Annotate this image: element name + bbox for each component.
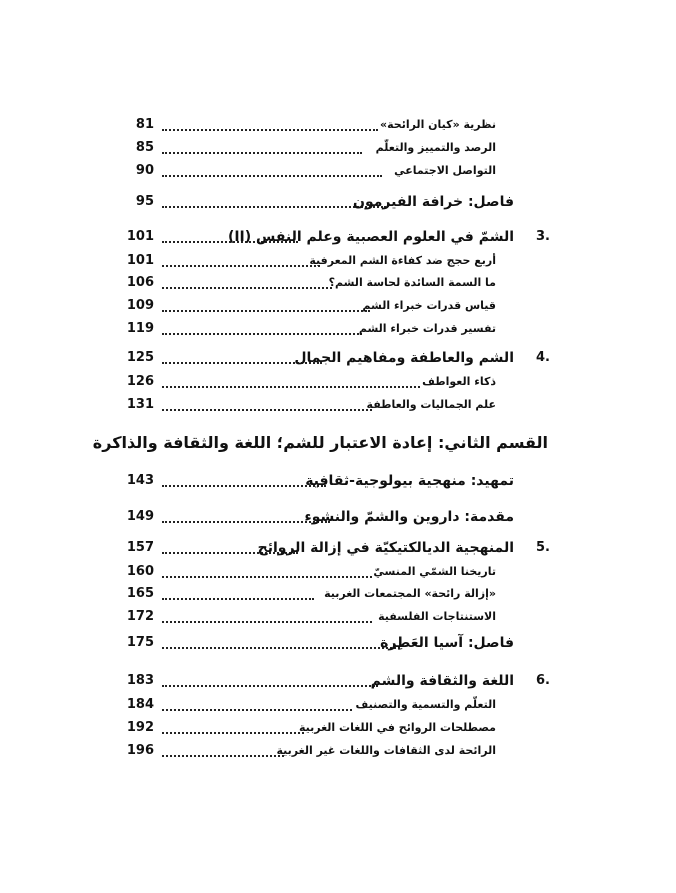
toc-chapter-number: 6. [536,673,550,688]
toc-entry-title: اللغة والثقافة والشم [370,673,514,689]
toc-page-number: 143 [126,473,154,488]
toc-leader-dots [162,175,382,177]
toc-entry-title: قياس قدرات خبراء الشم [362,299,496,312]
toc-leader-dots [162,621,372,623]
toc-entry-title: المنهجية الديالكتيكيّة في إزالة الروائح [257,540,514,556]
toc-row [0,670,676,692]
toc-row [0,606,676,628]
toc-page-number: 192 [126,720,154,735]
toc-leader-dots [162,409,372,411]
toc-leader-dots [162,485,326,487]
toc-chapter-number: 3. [536,229,550,244]
toc-row [0,506,676,528]
toc-entry-title: الاستنتاجات الفلسفية [378,610,496,623]
toc-entry-title: التعلّم والتسمية والتصنيف [355,698,496,711]
toc-row [0,632,676,654]
toc-row [0,160,676,182]
toc-page-number: 95 [135,194,154,209]
toc-page-number: 109 [126,298,154,313]
toc-leader-dots [162,310,370,312]
toc-page-number: 175 [126,635,154,650]
toc-page-number: 101 [126,253,154,268]
toc-row [0,295,676,317]
toc-chapter-number: 5. [536,540,550,555]
toc-leader-dots [162,709,352,711]
toc-entry-title: تمهيد: منهجية بيولوجية-ثقافية [305,473,514,489]
toc-row [0,583,676,605]
toc-entry-title: تفسير قدرات خبراء الشم [358,322,496,335]
toc-page-number: 81 [135,117,154,132]
toc-page-number: 90 [135,163,154,178]
toc-entry-title: الشم والعاطفة ومفاهيم الجمال [294,350,514,366]
toc-leader-dots [162,265,320,267]
toc-page-number: 101 [126,229,154,244]
toc-row [0,470,676,492]
toc-page-number: 184 [126,697,154,712]
part-heading: القسم الثاني: إعادة الاعتبار للشم؛ اللغة والثقافة والذاكرة [92,433,548,452]
toc-row [0,717,676,739]
toc-leader-dots [162,287,332,289]
toc-leader-dots [162,129,378,131]
toc-row [0,137,676,159]
toc-page-number: 85 [135,140,154,155]
toc-leader-dots [162,685,378,687]
toc-row [0,347,676,369]
toc-leader-dots [162,386,420,388]
toc-page-number: 126 [126,374,154,389]
toc-row [0,537,676,559]
toc-entry-title: الرائحة لدى الثقافات واللغات غير الغربية [276,744,496,757]
toc-row [0,371,676,393]
toc-entry-title: ذكاء العواطف [422,375,496,388]
toc-row [0,191,676,213]
toc-entry-title: نظرية «كيان الرائحة» [379,118,496,131]
toc-entry-title: علم الجماليات والعاطفة [366,398,496,411]
toc-row [0,561,676,583]
toc-leader-dots [162,732,304,734]
toc-chapter-number: 4. [536,350,550,365]
toc-entry-title: الشمّ في العلوم العصبية وعلم النفس (II) [227,229,514,245]
toc-entry-title: فاصل: آسيا العَطِرة [380,635,514,651]
toc-page-number: 106 [126,275,154,290]
toc-page-number: 196 [126,743,154,758]
toc-row [0,740,676,762]
toc-row [0,226,676,248]
toc-entry-title: فاصل: خرافة الفيرمون [353,194,514,210]
toc-entry-title: أربع حجج ضد كفاءة الشم المعرفية [309,254,496,267]
toc-leader-dots [162,152,362,154]
toc-page-number: 183 [126,673,154,688]
toc-row [0,114,676,136]
toc-page-number: 165 [126,586,154,601]
toc-entry-title: تاريخنا الشمّي المنسيّ [373,565,496,578]
toc-row [0,694,676,716]
toc-leader-dots [162,333,362,335]
toc-page-number: 149 [126,509,154,524]
toc-entry-title: مصطلحات الروائح في اللغات الغربية [298,721,496,734]
toc-page-number: 172 [126,609,154,624]
toc-entry-title: ما السمة السائدة لحاسة الشم؟ [328,276,496,289]
toc-entry-title: مقدمة: داروين والشمّ والنشوء [304,509,514,525]
toc-row [0,250,676,272]
toc-leader-dots [162,755,284,757]
toc-page-number: 157 [126,540,154,555]
toc-page-number: 119 [126,321,154,336]
toc-page-number: 131 [126,397,154,412]
toc-entry-title: التواصل الاجتماعي [394,164,496,177]
toc-row [0,318,676,340]
toc-page-number: 125 [126,350,154,365]
toc-row [0,394,676,416]
toc-entry-title: «إزالة رائحة» المجتمعات الغربية [324,587,496,600]
toc-leader-dots [162,647,400,649]
toc-leader-dots [162,576,372,578]
toc-row [0,272,676,294]
toc-leader-dots [162,598,314,600]
toc-page-number: 160 [126,564,154,579]
toc-entry-title: الرصد والتمييز والتعلّم [375,141,496,154]
